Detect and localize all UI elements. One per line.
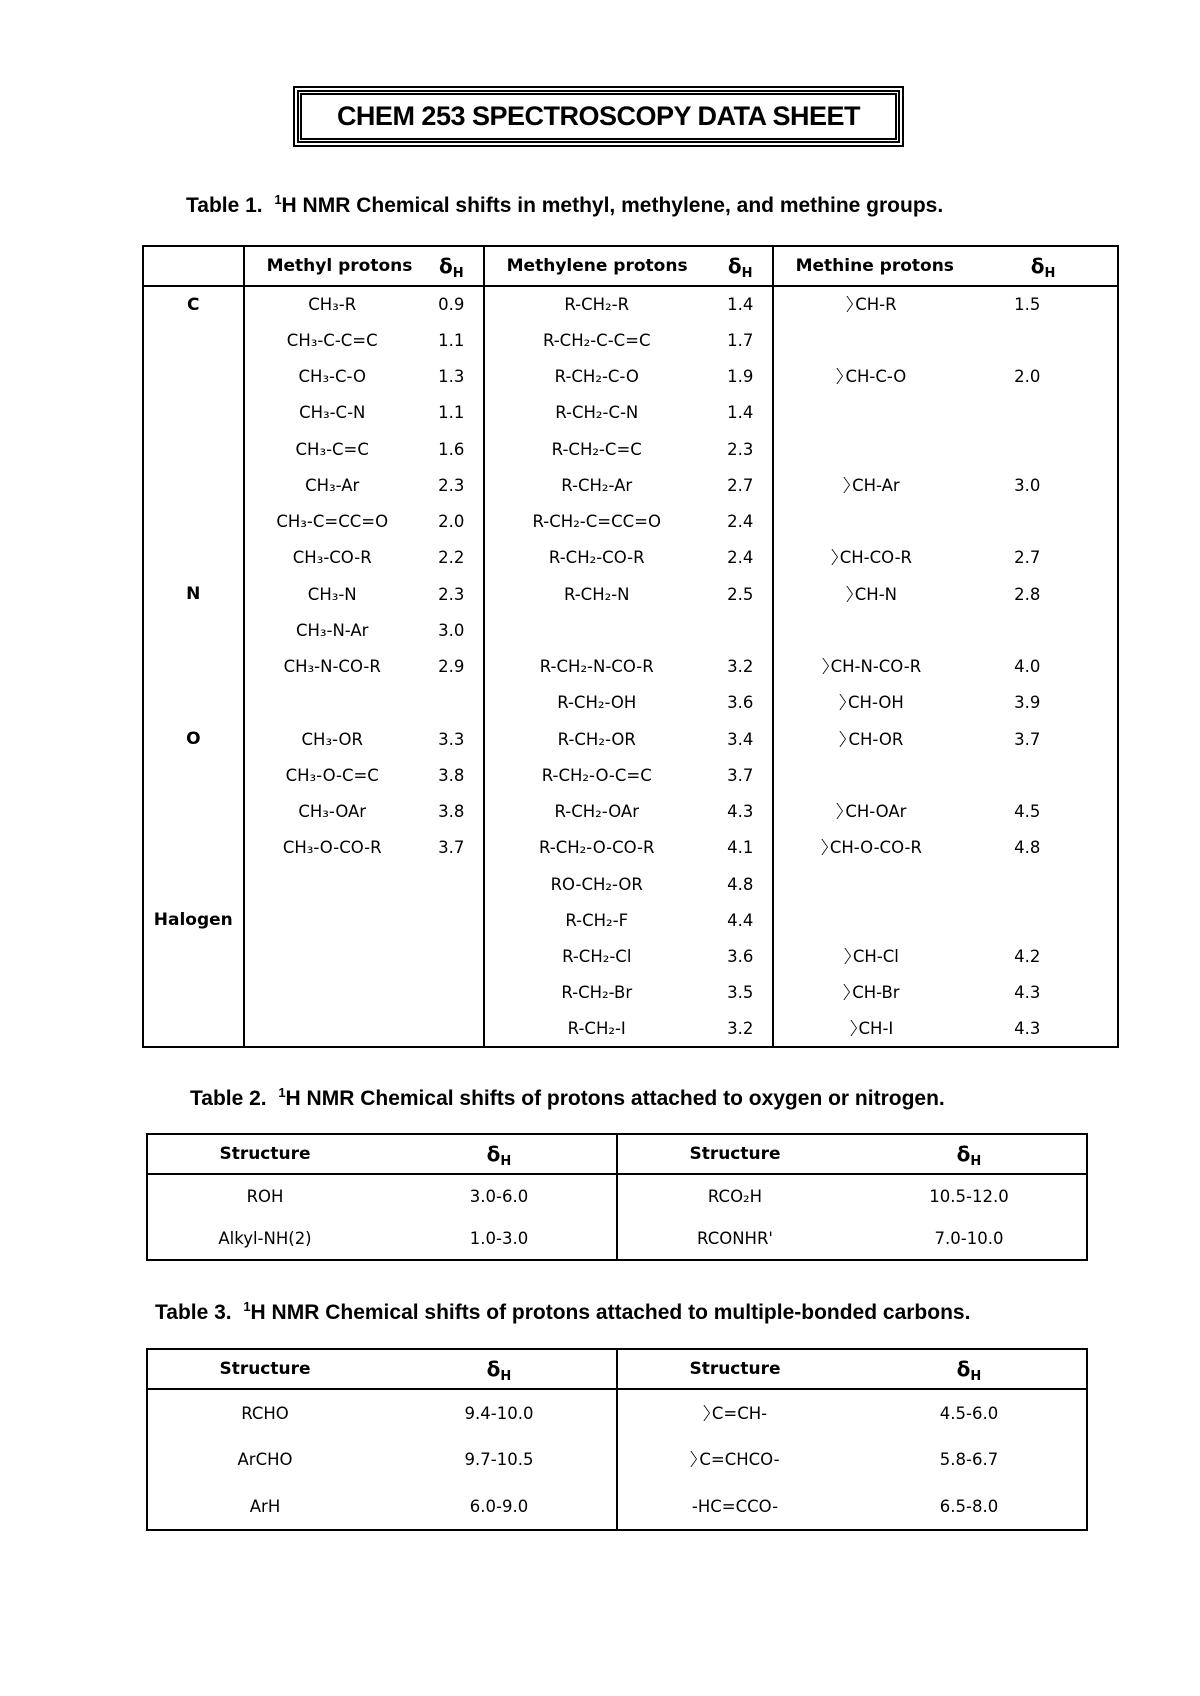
methylene-structure: R-CH₂-O-CO-R — [538, 838, 655, 858]
methylene-shift: 1.9 — [709, 359, 773, 395]
table2-header-delta-1 — [382, 1134, 617, 1174]
methylene-structure: R-CH₂-OR — [557, 729, 636, 749]
table1-row — [143, 322, 1118, 358]
methyl-shift: 0.9 — [420, 286, 484, 322]
table1-row — [143, 286, 1118, 322]
group-label — [143, 866, 244, 902]
shift-2: 10.5-12.0 — [929, 1186, 1009, 1206]
methine-structure-text: CH-N — [854, 584, 897, 604]
table1-row — [143, 721, 1118, 757]
methine-structure — [773, 467, 970, 503]
delta-subscript: H — [1044, 266, 1056, 281]
delta-subscript: H — [970, 1369, 982, 1384]
methine-structure — [773, 576, 970, 612]
methine-structure-text: CH-R — [855, 295, 897, 315]
methylene-shift: 3.7 — [709, 757, 773, 793]
methylene-structure: R-CH₂-N — [563, 584, 630, 604]
table1-row — [143, 902, 1118, 938]
table1-row — [143, 866, 1118, 902]
structure-2 — [617, 1436, 852, 1483]
table2 — [146, 1133, 1088, 1261]
table1-row — [143, 830, 1118, 866]
methine-structure-text: CH-N-CO-R — [830, 657, 922, 677]
shift-1: 9.7-10.5 — [382, 1436, 617, 1483]
methyl-structure — [244, 939, 420, 975]
methine-structure-text: CH-OR — [848, 729, 904, 749]
group-label — [143, 322, 244, 358]
structure-1: Alkyl-NH(2) — [218, 1228, 312, 1248]
table1-header-methyl: Methyl protons — [266, 256, 413, 276]
methylene-structure: R-CH₂-CO-R — [548, 548, 645, 568]
document-title: CHEM 253 SPECTROSCOPY DATA SHEET — [293, 86, 904, 147]
methyl-shift: 2.3 — [420, 467, 484, 503]
group-label — [143, 830, 244, 866]
shift-2: 7.0-10.0 — [934, 1228, 1004, 1248]
table3-caption — [155, 1299, 970, 1325]
structure-1: ArCHO — [237, 1450, 293, 1469]
shift-2: 4.5-6.0 — [939, 1403, 999, 1423]
methine-bracket-icon — [821, 839, 828, 855]
structure-1: RCHO — [241, 1403, 289, 1423]
methine-bracket-icon — [846, 586, 853, 602]
table3-header-structure-2: Structure — [689, 1359, 781, 1379]
methine-shift: 2.8 — [1014, 584, 1041, 604]
methyl-structure: CH₃-C=C — [295, 439, 369, 459]
table3-header-row — [147, 1349, 1087, 1389]
structure-2 — [617, 1389, 852, 1436]
group-label — [143, 794, 244, 830]
methyl-shift: 3.8 — [420, 794, 484, 830]
structure-2: -HC=CCO- — [691, 1496, 779, 1516]
methylene-structure — [484, 612, 709, 648]
methylene-shift: 1.4 — [709, 395, 773, 431]
methyl-structure: CH₃-C-C=C — [286, 330, 378, 350]
methyl-structure: CH₃-O-CO-R — [282, 838, 382, 858]
table1-row — [143, 612, 1118, 648]
methine-shift — [969, 504, 1118, 540]
methyl-shift: 1.1 — [420, 322, 484, 358]
table2-header-structure-1: Structure — [219, 1144, 311, 1164]
methine-shift: 3.0 — [1014, 475, 1041, 495]
methine-structure — [773, 1011, 970, 1047]
methyl-structure: CH₃-C-O — [298, 367, 366, 387]
methylene-shift: 3.2 — [709, 1011, 773, 1047]
methine-structure-text: CH-I — [858, 1019, 894, 1039]
methyl-shift — [420, 939, 484, 975]
methine-structure — [773, 612, 970, 648]
structure-1: ROH — [246, 1186, 284, 1206]
structure-2: RCONHR' — [697, 1228, 773, 1248]
methine-bracket-icon — [839, 694, 846, 710]
table1-row — [143, 794, 1118, 830]
methyl-shift: 2.0 — [420, 504, 484, 540]
group-label — [143, 504, 244, 540]
methine-structure-text: CH-O-CO-R — [829, 838, 922, 858]
methine-bracket-icon — [843, 477, 850, 493]
table3-label: Table 3. — [155, 1301, 232, 1324]
table3-body — [147, 1389, 1087, 1530]
methylene-structure: R-CH₂-F — [565, 910, 629, 930]
table3-row — [147, 1483, 1087, 1530]
group-label — [143, 685, 244, 721]
methylene-shift: 4.1 — [709, 830, 773, 866]
methyl-structure — [244, 866, 420, 902]
methine-structure — [773, 504, 970, 540]
table1-caption-text: H NMR Chemical shifts in methyl, methylene, and methine groups. — [281, 194, 944, 217]
methylene-shift: 3.6 — [709, 939, 773, 975]
delta-subscript: H — [452, 266, 464, 281]
methyl-shift: 3.8 — [420, 757, 484, 793]
methyl-shift: 1.6 — [420, 431, 484, 467]
group-label — [143, 467, 244, 503]
methine-shift: 4.3 — [1014, 1019, 1041, 1039]
methyl-shift — [420, 1011, 484, 1047]
methine-structure-text: CH-OH — [848, 693, 904, 713]
table2-caption-text: H NMR Chemical shifts of protons attached to oxygen or nitrogen. — [285, 1087, 945, 1110]
methyl-structure: CH₃-C-N — [299, 403, 366, 423]
methine-shift: 2.7 — [1014, 548, 1041, 568]
methyl-shift: 1.1 — [420, 395, 484, 431]
methine-shift: 4.3 — [1014, 983, 1041, 1003]
group-label — [143, 431, 244, 467]
methylene-structure: R-CH₂-N-CO-R — [539, 657, 654, 677]
group-label: Halogen — [143, 902, 244, 938]
methylene-shift: 1.7 — [709, 322, 773, 358]
methyl-structure: CH₃-OAr — [298, 802, 367, 822]
methylene-structure: R-CH₂-Cl — [562, 947, 632, 967]
methyl-shift: 1.3 — [420, 359, 484, 395]
methine-structure — [773, 359, 970, 395]
table1-row — [143, 540, 1118, 576]
group-label — [143, 649, 244, 685]
table1-row — [143, 939, 1118, 975]
table3-header-delta-1 — [382, 1349, 617, 1389]
methine-shift: 4.2 — [1014, 947, 1041, 967]
group-label: O — [143, 721, 244, 757]
methine-bracket-icon — [836, 803, 843, 819]
methine-structure — [773, 757, 970, 793]
table3-row — [147, 1389, 1087, 1436]
methyl-structure — [244, 1011, 420, 1047]
methine-structure — [773, 431, 970, 467]
group-label: N — [143, 576, 244, 612]
shift-2: 6.5-8.0 — [939, 1496, 999, 1516]
methyl-structure — [244, 685, 420, 721]
methine-structure — [773, 721, 970, 757]
shift-1: 1.0-3.0 — [382, 1217, 617, 1260]
table1-body — [143, 286, 1118, 1047]
methine-bracket-icon — [850, 1020, 857, 1036]
methine-shift — [969, 395, 1118, 431]
shift-2: 5.8-6.7 — [939, 1450, 999, 1469]
group-label — [143, 975, 244, 1011]
methyl-structure — [244, 902, 420, 938]
methine-structure — [773, 286, 970, 322]
delta-symbol: δ — [438, 254, 453, 278]
table1-header-methylene: Methylene protons — [506, 256, 688, 276]
table1-header-methyl-delta — [420, 246, 484, 286]
methine-structure-text: CH-Br — [852, 983, 900, 1003]
methylene-structure: R-CH₂-O-C=C — [541, 765, 652, 785]
methylene-structure: RO-CH₂-OR — [550, 874, 643, 894]
table2-row — [147, 1174, 1087, 1217]
methine-structure — [773, 540, 970, 576]
methylene-structure: R-CH₂-I — [567, 1019, 626, 1039]
methyl-structure: CH₃-C=CC=O — [276, 512, 389, 532]
methylene-shift: 2.5 — [709, 576, 773, 612]
methine-bracket-icon — [836, 368, 843, 384]
table1-row — [143, 757, 1118, 793]
methine-structure — [773, 939, 970, 975]
methyl-shift — [420, 902, 484, 938]
methine-shift: 2.0 — [1014, 367, 1041, 387]
methyl-shift — [420, 866, 484, 902]
group-label — [143, 359, 244, 395]
table2-row — [147, 1217, 1087, 1260]
methine-structure — [773, 649, 970, 685]
table3 — [146, 1348, 1088, 1531]
methylene-structure: R-CH₂-Ar — [561, 475, 633, 495]
group-label — [143, 395, 244, 431]
methylene-structure: R-CH₂-R — [564, 295, 630, 315]
delta-symbol: δ — [1030, 254, 1045, 278]
methylene-shift: 4.3 — [709, 794, 773, 830]
delta-subscript: H — [500, 1369, 512, 1384]
delta-symbol: δ — [486, 1142, 501, 1166]
delta-symbol: δ — [956, 1142, 971, 1166]
methylene-structure: R-CH₂-C=CC=O — [532, 512, 661, 532]
methine-shift — [969, 757, 1118, 793]
methyl-structure — [244, 975, 420, 1011]
delta-symbol: δ — [956, 1357, 971, 1381]
methylene-shift: 2.3 — [709, 431, 773, 467]
table1 — [142, 245, 1119, 1048]
methylene-shift: 2.4 — [709, 540, 773, 576]
table1-header-row — [143, 246, 1118, 286]
methine-bracket-icon — [839, 731, 846, 747]
table1-header-methylene-delta — [709, 246, 773, 286]
methine-structure — [773, 866, 970, 902]
structure-2-text: C=CH- — [711, 1403, 768, 1423]
methylene-structure: R-CH₂-C-C=C — [542, 330, 651, 350]
shift-1: 9.4-10.0 — [382, 1389, 617, 1436]
table1-row — [143, 1011, 1118, 1047]
methine-bracket-icon — [690, 1451, 697, 1467]
methine-shift: 3.7 — [1014, 729, 1041, 749]
table2-header-delta-2 — [852, 1134, 1087, 1174]
methylene-structure: R-CH₂-OH — [557, 693, 637, 713]
methine-structure-text: CH-Cl — [852, 947, 899, 967]
table1-label: Table 1. — [186, 194, 263, 217]
methine-bracket-icon — [831, 549, 838, 565]
methine-structure-text: CH-OAr — [845, 802, 907, 822]
table1-sup: 1 — [274, 192, 282, 207]
methine-structure-text: CH-Ar — [852, 475, 900, 495]
methine-structure — [773, 322, 970, 358]
methine-shift — [969, 322, 1118, 358]
table1-caption — [186, 192, 943, 218]
methine-structure-text: CH-CO-R — [839, 548, 913, 568]
methyl-structure: CH₃-N — [307, 584, 357, 604]
group-label — [143, 1011, 244, 1047]
table1-header-methine-delta — [969, 246, 1118, 286]
methylene-shift — [709, 612, 773, 648]
group-label — [143, 540, 244, 576]
methylene-shift: 3.5 — [709, 975, 773, 1011]
methyl-shift: 3.7 — [420, 830, 484, 866]
table1-header-group — [143, 246, 244, 286]
table1-row — [143, 504, 1118, 540]
table3-sup: 1 — [243, 1299, 251, 1314]
methine-shift: 4.8 — [1014, 838, 1041, 858]
methylene-shift: 3.4 — [709, 721, 773, 757]
methine-shift: 4.0 — [1014, 657, 1041, 677]
methylene-structure: R-CH₂-C=C — [551, 439, 642, 459]
methyl-shift: 3.0 — [420, 612, 484, 648]
methylene-shift: 4.4 — [709, 902, 773, 938]
methine-bracket-icon — [822, 658, 829, 674]
methyl-structure: CH₃-R — [308, 295, 357, 315]
methyl-structure: CH₃-OR — [301, 729, 363, 749]
table3-header-delta-2 — [852, 1349, 1087, 1389]
table2-sup: 1 — [278, 1085, 286, 1100]
methine-structure — [773, 975, 970, 1011]
methyl-structure: CH₃-N-Ar — [295, 620, 369, 640]
table1-row — [143, 431, 1118, 467]
table1-row — [143, 685, 1118, 721]
methyl-shift: 3.3 — [420, 721, 484, 757]
table1-row — [143, 649, 1118, 685]
table1-row — [143, 395, 1118, 431]
table1-row — [143, 576, 1118, 612]
methylene-shift: 2.4 — [709, 504, 773, 540]
group-label — [143, 612, 244, 648]
methine-shift: 3.9 — [1014, 693, 1041, 713]
methine-bracket-icon — [843, 984, 850, 1000]
table3-header-structure-1: Structure — [219, 1359, 311, 1379]
methylene-structure: R-CH₂-C-O — [554, 367, 639, 387]
shift-1: 6.0-9.0 — [382, 1483, 617, 1530]
methine-shift: 4.5 — [1014, 802, 1041, 822]
methyl-shift — [420, 685, 484, 721]
methyl-shift: 2.9 — [420, 649, 484, 685]
table2-header-row — [147, 1134, 1087, 1174]
methyl-structure: CH₃-Ar — [305, 475, 360, 495]
methylene-structure: R-CH₂-OAr — [554, 802, 639, 822]
table2-caption — [190, 1085, 945, 1111]
methylene-shift: 1.4 — [709, 286, 773, 322]
table1-row — [143, 975, 1118, 1011]
methylene-shift: 4.8 — [709, 866, 773, 902]
methine-shift: 1.5 — [1014, 295, 1041, 315]
methine-structure — [773, 902, 970, 938]
shift-1: 3.0-6.0 — [382, 1174, 617, 1217]
methine-structure — [773, 794, 970, 830]
methine-shift — [969, 866, 1118, 902]
structure-2-text: C=CHCO- — [699, 1450, 780, 1469]
methine-structure-text: CH-C-O — [845, 367, 907, 387]
methine-structure — [773, 830, 970, 866]
delta-subscript: H — [500, 1154, 512, 1169]
methine-structure — [773, 395, 970, 431]
methine-bracket-icon — [844, 948, 851, 964]
delta-subscript: H — [970, 1154, 982, 1169]
delta-symbol: δ — [486, 1357, 501, 1381]
table3-row — [147, 1436, 1087, 1483]
group-label — [143, 939, 244, 975]
methyl-shift — [420, 975, 484, 1011]
table1-row — [143, 359, 1118, 395]
methine-shift — [969, 431, 1118, 467]
table2-header-structure-2: Structure — [689, 1144, 781, 1164]
delta-symbol: δ — [727, 254, 742, 278]
methylene-structure: R-CH₂-Br — [561, 983, 633, 1003]
methine-shift — [969, 902, 1118, 938]
methyl-structure: CH₃-O-C=C — [285, 765, 379, 785]
table3-caption-text: H NMR Chemical shifts of protons attached to multiple-bonded carbons. — [250, 1301, 971, 1324]
methyl-structure: CH₃-N-CO-R — [283, 657, 381, 677]
methine-bracket-icon — [703, 1405, 710, 1421]
methine-bracket-icon — [846, 296, 853, 312]
table2-label: Table 2. — [190, 1087, 267, 1110]
structure-2: RCO₂H — [707, 1186, 763, 1206]
methylene-shift: 2.7 — [709, 467, 773, 503]
group-label: C — [143, 286, 244, 322]
table1-row — [143, 467, 1118, 503]
methyl-shift: 2.2 — [420, 540, 484, 576]
methylene-shift: 3.2 — [709, 649, 773, 685]
methylene-shift: 3.6 — [709, 685, 773, 721]
structure-1: ArH — [249, 1496, 281, 1516]
methyl-structure: CH₃-CO-R — [292, 548, 372, 568]
methyl-shift: 2.3 — [420, 576, 484, 612]
group-label — [143, 757, 244, 793]
delta-subscript: H — [741, 266, 753, 281]
table2-body — [147, 1174, 1087, 1260]
methylene-structure: R-CH₂-C-N — [555, 403, 639, 423]
methine-shift — [969, 612, 1118, 648]
table1-header-methine: Methine protons — [795, 256, 954, 276]
methine-structure — [773, 685, 970, 721]
